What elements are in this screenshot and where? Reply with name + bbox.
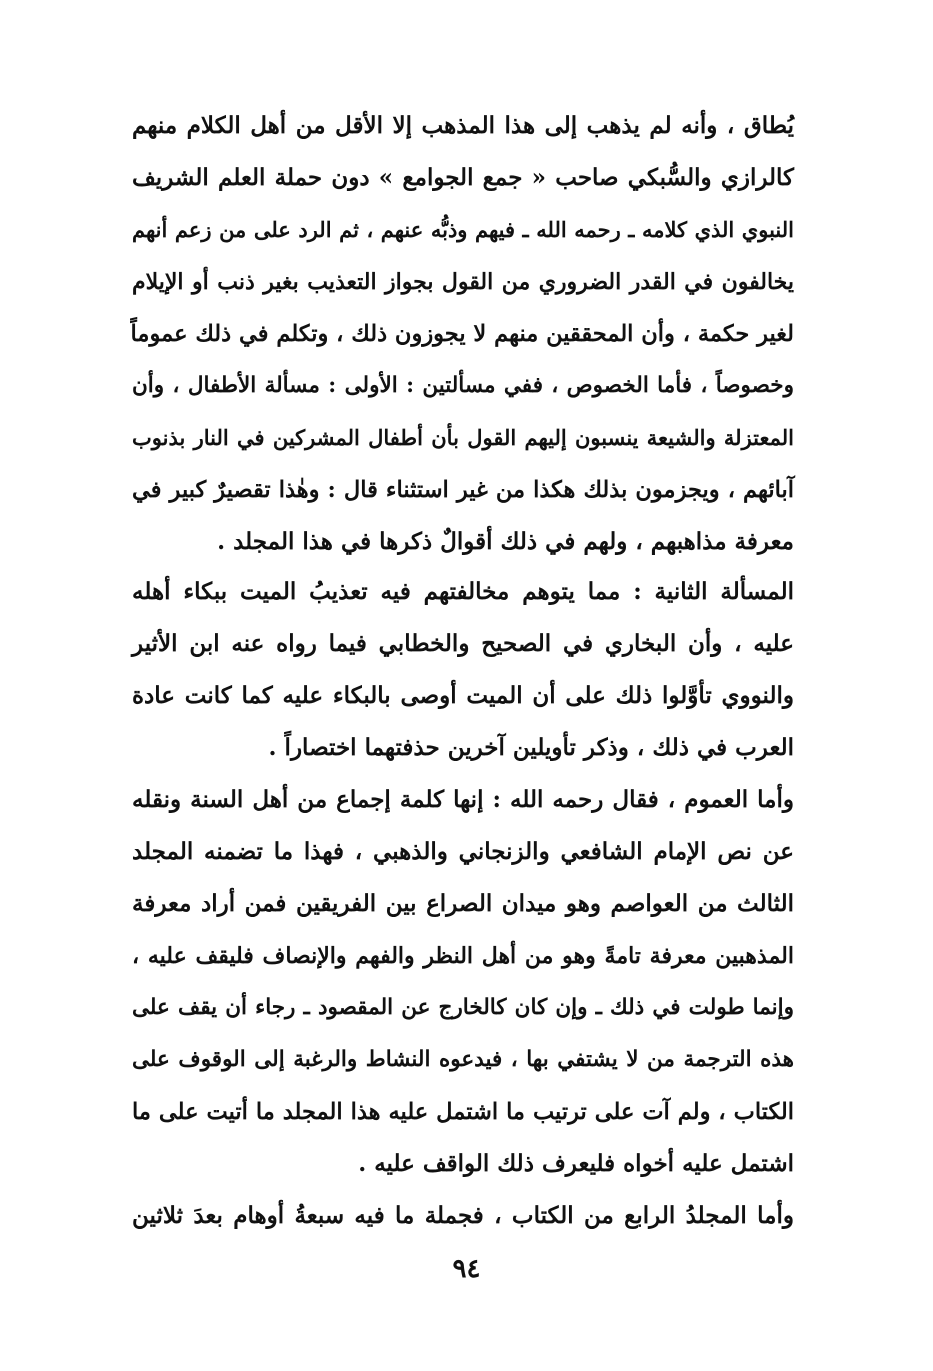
text-line: كالرازي والسُّبكي صاحب « جمع الجوامع » دون حملة العلم الشريف xyxy=(132,164,794,191)
text-line: المعتزلة والشيعة ينسبون إليهم القول بأن أطفال المشركين في النار بذنوب xyxy=(132,425,794,450)
text-line: وأما المجلدُ الرابع من الكتاب ، فجملة ما فيه سبعةُ أوهام بعدَ ثلاثين xyxy=(132,1202,794,1229)
text-line: الكتاب ، ولم آت على ترتيب ما اشتمل عليه هذا المجلد ما أتيت على ما xyxy=(132,1099,794,1125)
text-line: عليه ، وأن البخاري في الصحيح والخطابي فيما رواه عنه ابن الأثير xyxy=(132,630,794,657)
text-line: آبائهم ، ويجزمون بذلك هكذا من غير استثناء قال : وهٰذا تقصيرٌ كبير في xyxy=(132,477,794,503)
text-line: لغير حكمة ، وأن المحققين منهم لا يجوزون ذلك ، وتكلم في ذلك عموماً xyxy=(130,321,794,347)
paragraph-4 xyxy=(132,1190,794,1242)
text-line: معرفة مذاهبهم ، ولهم في ذلك أقوالٌ ذكرها في هذا المجلد . xyxy=(217,528,794,555)
paragraph-1 xyxy=(132,100,794,568)
text-line: وخصوصاً ، فأما الخصوص ، ففي مسألتين : الأولى : مسألة الأطفال ، وأن xyxy=(132,373,794,398)
text-line: النبوي الذي كلامه ـ رحمه الله ـ فيهم وذبُّه عنهم ، ثم الرد على من زعم أنهم xyxy=(132,217,794,242)
text-line: والنووي تأوَّلوا ذلك على أن الميت أوصى بالبكاء عليه كما كانت عادة xyxy=(132,682,794,709)
text-line: المذهبين معرفة تامةً وهو من أهل النظر والفهم والإنصاف فليقف عليه ، xyxy=(132,943,794,969)
text-line: يُطاق ، وأنه لم يذهب إلى هذا المذهب إلا الأقل من أهل الكلام منهم xyxy=(132,112,794,139)
paragraph-3 xyxy=(132,774,794,1190)
paragraph-2 xyxy=(132,566,794,774)
text-line: العرب في ذلك ، وذكر تأويلين آخرين حذفتهما اختصاراً . xyxy=(268,734,794,761)
text-line: هذه الترجمة من لا يشتفي بها ، فيدعوه النشاط والرغبة إلى الوقوف على xyxy=(132,1047,794,1072)
text-line: المسألة الثانية : مما يتوهم مخالفتهم فيه تعذيبُ الميت ببكاء أهله xyxy=(132,578,794,605)
text-line: وإنما طولت في ذلك ـ وإن كان كالخارج عن المقصود ـ رجاء أن يقف على xyxy=(132,995,794,1020)
text-line: وأما العموم ، فقال رحمه الله : إنها كلمة إجماع من أهل السنة ونقله xyxy=(132,786,794,813)
page-number: ٩٤ xyxy=(452,1254,481,1284)
text-line: يخالفون في القدر الضروري من القول بجواز التعذيب بغير ذنب أو الإيلام xyxy=(132,269,794,295)
text-line: اشتمل عليه أخواه فليعرف ذلك الواقف عليه . xyxy=(358,1150,794,1177)
text-line: عن نص الإمام الشافعي والزنجاني والذهبي ، فهذا ما تضمنه المجلد xyxy=(132,838,794,865)
text-line: الثالث من العواصم وهو ميدان الصراع بين الفريقين فمن أراد معرفة xyxy=(132,890,794,917)
